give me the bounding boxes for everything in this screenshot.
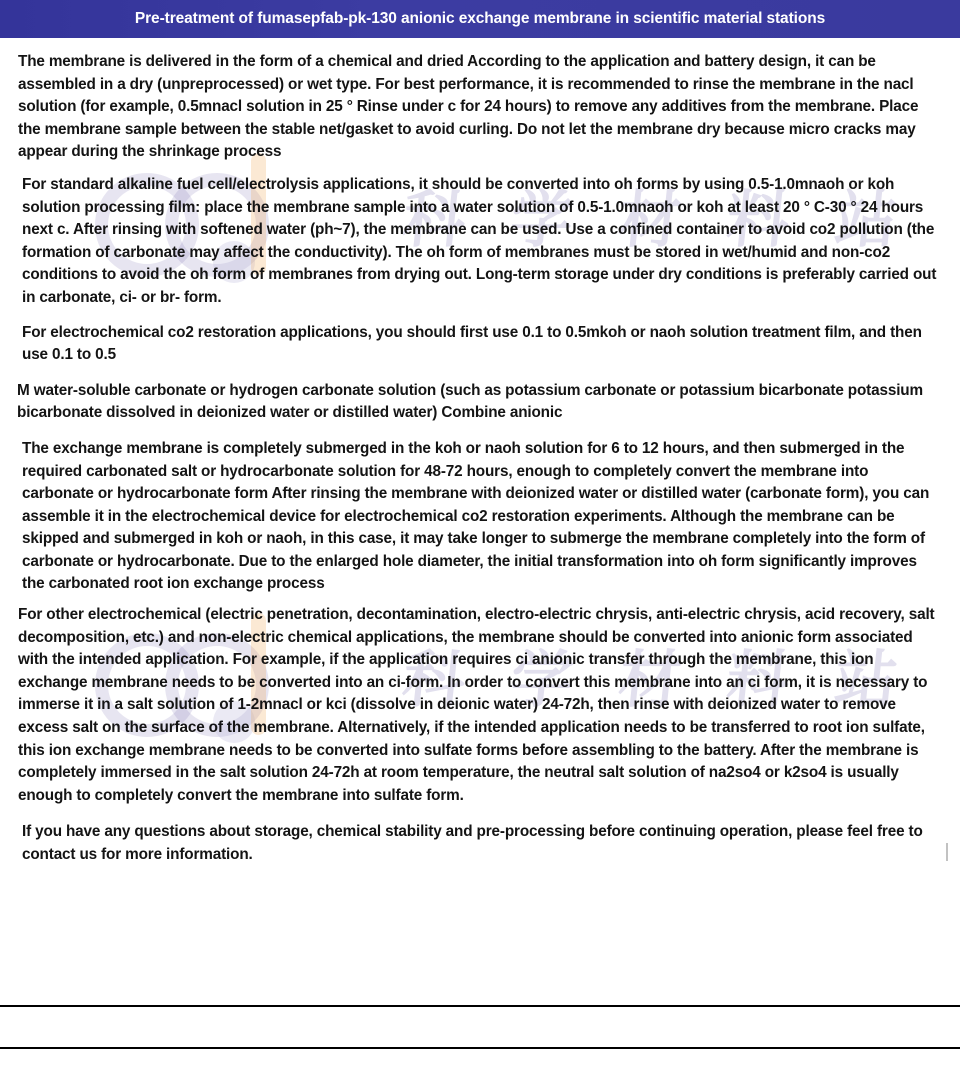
footer-rule-top bbox=[0, 1005, 960, 1007]
paragraph-alkaline-fuel-cell: For standard alkaline fuel cell/electrolysis applications, it should be converted into oh forms by using 0.5-1.0mnaoh or koh solution processing film: place the membrane sample into a water solution of 0.5-1.0mnaoh or koh at least 20 ° C-30 ° 24 hours next c. After rinsing with softened water (ph~7), the membrane can be used. Use a confined container to avoid co2 pollution (the formation of carbonate may affect the conductivity). The oh form of membranes must be stored in wet/humid and non-co2 conditions to avoid the oh form of membranes from drying out. Long-term storage under dry conditions is preferably carried out in carbonate, ci- or br- form. bbox=[22, 175, 937, 306]
watermark-char: 站 bbox=[831, 183, 901, 256]
paragraph-carbonate-solution: M water-soluble carbonate or hydrogen carbonate solution (such as potassium carbonate or potassium bicarbonate potassium bicarbonate dissolved in deionized water or distilled water) Combine anionic bbox=[17, 381, 923, 422]
watermark-char: 科 bbox=[399, 643, 469, 716]
paragraph-contact: If you have any questions about storage, chemical stability and pre-processing before continuing operation, please feel free to contact us for more information. bbox=[22, 823, 923, 863]
watermark-char: 站 bbox=[831, 643, 901, 716]
watermark-char: 材 bbox=[615, 183, 685, 256]
watermark-char: 学 bbox=[507, 643, 577, 716]
watermark-char: 学 bbox=[507, 183, 577, 256]
watermark-char: 科 bbox=[399, 183, 469, 256]
page-title: Pre-treatment of fumasepfab-pk-130 anionic exchange membrane in scientific material stations bbox=[134, 10, 826, 27]
watermark-char: 料 bbox=[723, 643, 793, 716]
watermark-char: 料 bbox=[723, 183, 793, 256]
text-cursor-tick bbox=[946, 843, 948, 861]
document-header-banner bbox=[0, 0, 960, 38]
paragraph-intro: The membrane is delivered in the form of a chemical and dried According to the application and battery design, it can be assembled in a dry (unpreprocessed) or wet type. For best performance, it is recommended to rinse the membrane in the nacl solution (for example, 0.5mnacl solution in 25 ° Rinse under c for 24 hours) to remove any additives from the membrane. Place the membrane sample between the stable net/gasket to avoid curling. Do not let the membrane dry because micro cracks may appear during the shrinkage process bbox=[18, 53, 919, 161]
paragraph-other-electrochemical: For other electrochemical (electric penetration, decontamination, electro-electric chrysis, anti-electric chrysis, acid recovery, salt decomposition, etc.) and non-electric chemical applications, the membrane should be converted into anionic form associated with the intended application. For example, if the application requires ci anionic transfer through the membrane, this ion exchange membrane needs to be converted into an ci-form. In order to convert this membrane into an ci form, it is necessary to immerse it in a salt solution of 1-2mnacl or kci (dissolve in deionic water) 24-72h, then rinse with deionized water to remove excess salt on the surface of the membrane. Alternatively, if the intended application needs to be transferred to root ion sulfate, this ion exchange membrane needs to be converted into sulfate forms before assembling to the battery. After the membrane is completely immersed in the salt solution 24-72h at room temperature, the neutral salt solution of na2so4 or k2so4 is usually enough to completely convert the membrane into sulfate form. bbox=[18, 606, 935, 804]
watermark-char: 材 bbox=[615, 643, 685, 716]
paragraph-exchange-membrane: The exchange membrane is completely submerged in the koh or naoh solution for 6 to 12 hours, and then submerged in the required carbonated salt or hydrocarbonate solution for 48-72 hours, enough to completely convert the membrane into carbonate or hydrocarbonate form After rinsing the membrane with deionized water or distilled water (carbonate form), you can assemble it in the electrochemical device for electrochemical co2 restoration experiments. Although the membrane can be skipped and submerged in koh or naoh, in this case, it may take longer to submerge the membrane completely into the form of carbonate or hydrocarbonate. Due to the enlarged hole diameter, the initial transformation into oh form significantly improves the carbonated root ion exchange process bbox=[22, 439, 930, 593]
paragraph-co2-restoration: For electrochemical co2 restoration applications, you should first use 0.1 to 0.5mkoh or naoh solution treatment film, and then use 0.1 to 0.5 bbox=[22, 323, 922, 364]
document-body bbox=[0, 38, 960, 867]
footer-rule-bottom bbox=[0, 1047, 960, 1049]
